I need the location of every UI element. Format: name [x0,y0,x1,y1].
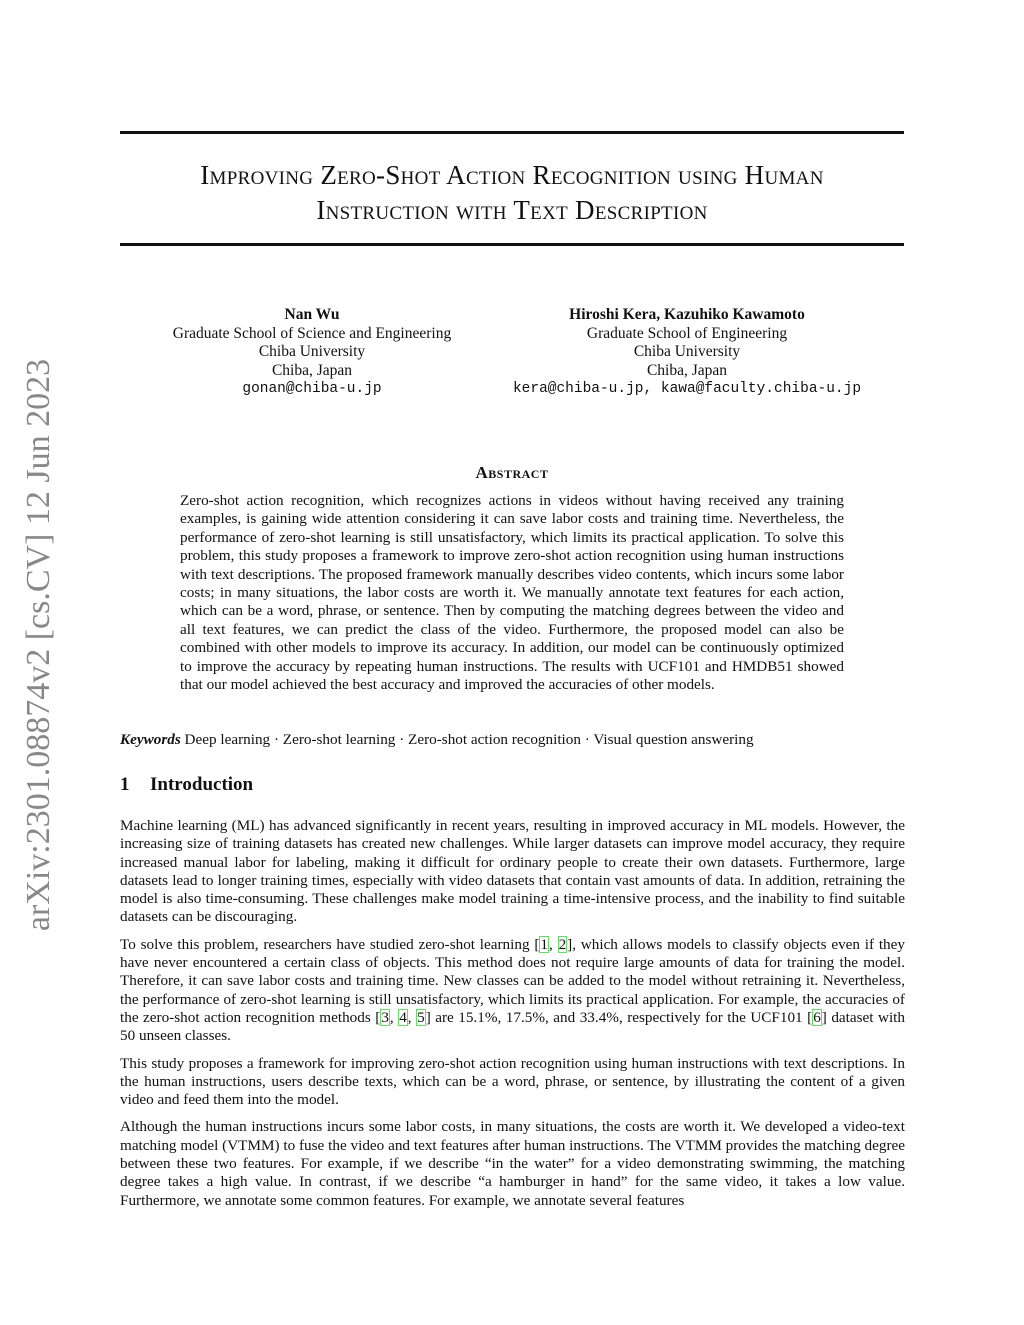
citation-link-2[interactable]: 2 [558,935,567,953]
citation-link-5[interactable]: 5 [417,1008,425,1026]
author-emails[interactable]: kera@chiba-u.jp, kawa@faculty.chiba-u.jp [512,381,862,397]
author-names: Hiroshi Kera, Kazuhiko Kawamoto [569,306,805,323]
citation-separator: , [389,1008,399,1026]
keywords-label: Keywords [120,731,181,748]
section-number: 1 [120,774,130,795]
keywords-line [120,731,904,749]
author-affiliation: Graduate School of Science and Engineering [172,324,452,342]
citation-separator: , [407,1008,417,1026]
keywords-text: Deep learning · Zero-shot learning · Zero-shot action recognition · Visual question answering [184,731,754,748]
title-line-1: Improving Zero-Shot Action Recognition using Human [200,160,824,190]
intro-paragraph-3: This study proposes a framework for improving zero-shot action recognition using human instructions with text descriptions. In the human instructions, users describe texts, which can be a word, phrase, or sentence, by illustrating the content of a given video and feed them into the model. [120,1054,905,1109]
p2-text-a: To solve this problem, researchers have studied zero-shot learning [ [120,935,540,953]
arxiv-sidebar-stamp [14,350,64,940]
section-title: Introduction [150,774,254,795]
abstract-heading: Abstract [475,463,549,482]
p2-text-c: ] are 15.1%, 17.5%, and 33.4%, respectively for the UCF101 [ [425,1008,813,1026]
p2-text-b: ], which allows models to classify objects even if they have never encountered a certain class of objects. This method does not require large amounts of data for training the model. Therefore, it can save labor costs and training time. New classes can be added to the model without retraining it. Nevertheless, the performance of zero-shot learning is still unsatisfactory, which limits its practical application. For example, the accuracies of the zero-shot action recognition methods [ [120,935,905,1026]
intro-paragraph-1: Machine learning (ML) has advanced significantly in recent years, resulting in improved accuracy in ML models. However, the increasing size of training datasets has created new challenges. While larger datasets can improve model accuracy, they require increased manual labor for labeling, making it difficult for ordinary people to create their own datasets. Furthermore, large datasets lead to longer training times, especially with video datasets that contain vast amounts of data. In addition, retraining the model is also time-consuming. These challenges make model training a time-intensive process, and the inability to find suitable datasets can be discouraging. [120,817,905,926]
author-affiliation: Graduate School of Engineering [586,324,788,342]
author-location: Chiba, Japan [646,361,728,379]
p2-text-d: ] dataset with 50 unseen classes. [120,1008,906,1045]
title-rule-bottom [120,243,904,246]
intro-paragraph-4: Although the human instructions incurs some labor costs, in many situations, the costs are worth it. We developed a video-text matching model (VTMM) to fuse the video and text features after human instructions. The VTMM provides the matching degree between these two features. For example, if we describe “in the water” for a video demonstrating swimming, the matching degree takes a high value. In contrast, if we describe “a hamburger in hand” for the same video, it takes a low value. Furthermore, we annotate some common features. For example, we annotate several features [120,1118,905,1209]
arxiv-identifier: arXiv:2301.08874v2 [cs.CV] 12 Jun 2023 [20,358,57,932]
citation-link-1[interactable]: 1 [540,935,548,953]
author-block-right [487,306,887,399]
author-university: Chiba University [633,343,741,360]
citation-separator: , [548,935,558,953]
section-heading-introduction [120,774,253,796]
citation-link-6[interactable]: 6 [813,1008,821,1026]
author-name: Nan Wu [284,306,340,323]
introduction-body [120,817,905,1219]
author-block-left [132,306,492,399]
citation-link-3[interactable]: 3 [381,1008,389,1026]
intro-paragraph-2 [120,936,905,1046]
title-rule-top [120,131,904,134]
citation-link-4[interactable]: 4 [399,1008,407,1026]
author-university: Chiba University [258,343,366,360]
title-line-2: Instruction with Text Description [316,195,708,225]
abstract-text: Zero-shot action recognition, which recognizes actions in videos without having received any training examples, is gaining wide attention considering it can save labor costs and training time. Nevertheless, the performance of zero-shot learning is still unsatisfactory, which limits its practical application. To solve this problem, this study proposes a framework to improve zero-shot action recognition using human instructions with text descriptions. The proposed framework manually describes video contents, which incurs some labor costs; in many situations, the labor costs are worth it. We manually annotate text features for each action, which can be a word, phrase, or sentence. Then by computing the matching degrees between the video and all text features, we can predict the class of the video. Furthermore, the proposed model can also be combined with other models to improve its accuracy. In addition, our model can be continuously optimized to improve the accuracy by repeating human instructions. The results with UCF101 and HMDB51 showed that our model achieved the best accuracy and improved the accuracies of other models. [180,492,844,694]
paper-title [120,158,904,228]
author-location: Chiba, Japan [271,361,353,379]
author-email[interactable]: gonan@chiba-u.jp [242,381,382,397]
